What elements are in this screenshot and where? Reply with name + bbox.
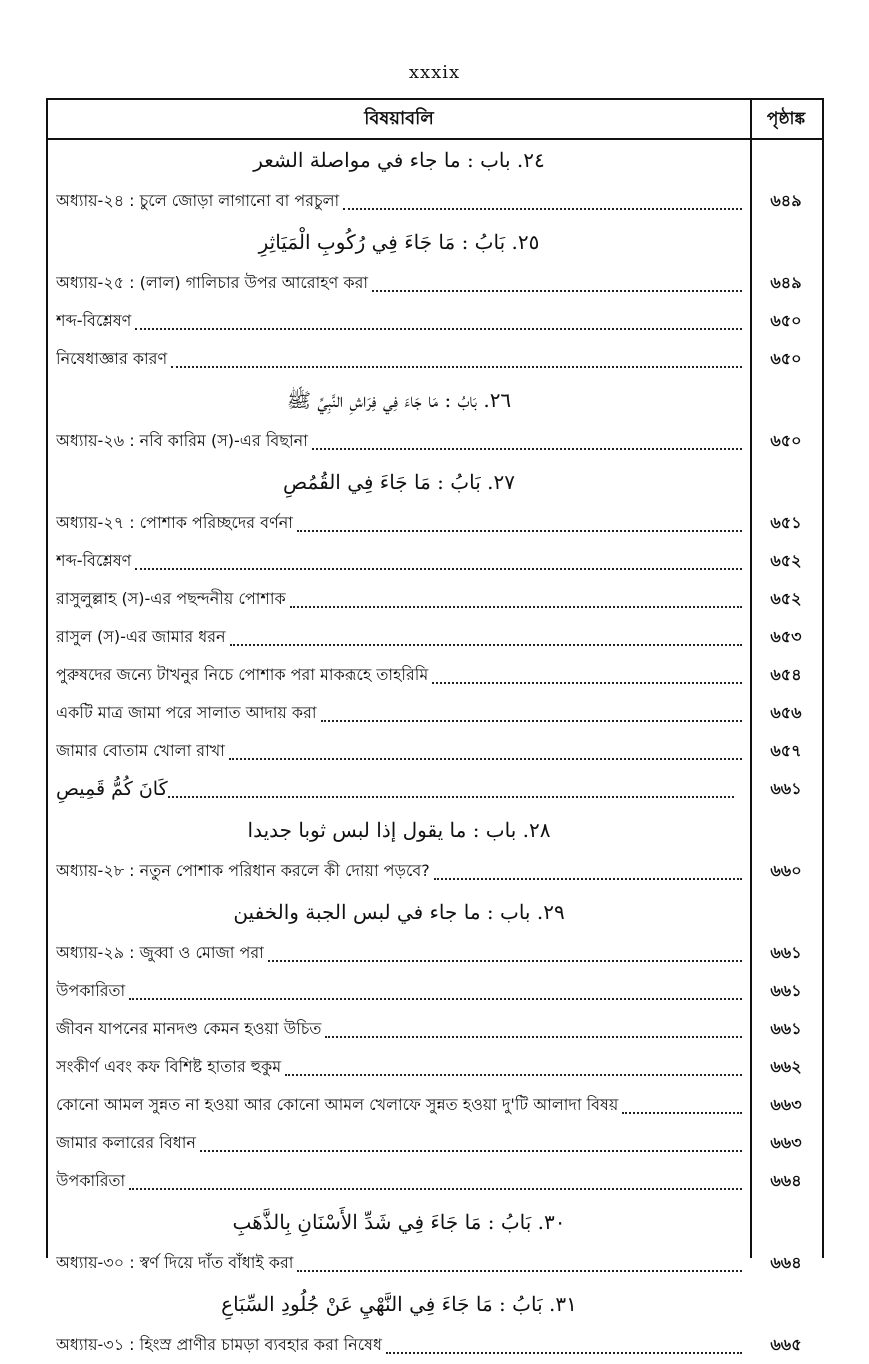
entry-page-number: ৬৬১: [770, 942, 802, 962]
toc-entry: [48, 264, 822, 302]
entry-topic: [56, 504, 742, 542]
entry-page-number: ৬৫৪: [770, 664, 802, 684]
chapter-heading: [48, 460, 822, 504]
dot-leader: [230, 643, 742, 646]
entry-page-number: ৬৪৯: [770, 190, 802, 210]
page-number: xxxix: [408, 62, 461, 83]
entry-topic: [56, 1048, 742, 1086]
entry-title: একটি মাত্র জামা পরে সালাত আদায় করা: [56, 702, 317, 722]
toc-entry: [48, 852, 822, 890]
entry-page-number: ৬৬১: [770, 1018, 802, 1038]
chapter-heading-arabic: ٣٠. بَابُ : مَا جَاءَ فِي شَدِّ الأَسْنَانِ بِالذَّهَبِ: [232, 1210, 566, 1234]
entry-page-number: ৬৬৫: [770, 1334, 802, 1354]
toc-rows: [48, 138, 822, 1354]
entry-title: শব্দ-বিশ্লেষণ: [56, 310, 132, 330]
chapter-heading: [48, 1282, 822, 1326]
entry-topic: [56, 852, 742, 890]
toc-entry: [48, 1086, 822, 1124]
chapter-heading: [48, 138, 822, 182]
chapter-heading-arabic: ٣١. بَابُ : مَا جَاءَ فِي النَّهْيِ عَنْ جُلُودِ السِّبَاعِ: [221, 1292, 577, 1316]
entry-title: উপকারিতা: [56, 1170, 126, 1190]
entry-page-number: ৬৪৯: [770, 272, 802, 292]
entry-page-number: ৬৫২: [770, 550, 802, 570]
chapter-heading-arabic: ٢٨. باب : ما يقول إذا لبس ثوبا جديدا: [247, 818, 551, 842]
dot-leader: [135, 567, 742, 570]
dot-leader: [432, 681, 742, 684]
entry-topic: [56, 1086, 742, 1124]
entry-title: অধ্যায়-২৫ : (লাল) গালিচার উপর আরোহণ করা: [56, 272, 369, 292]
dot-leader: [200, 1149, 742, 1152]
chapter-heading-arabic: ٢٦. بَابُ : مَا جَاءَ فِي فِرَاشِ النَّبِيِّ ﷺ: [286, 388, 512, 412]
entry-page-number: ৬৫০: [770, 430, 802, 450]
entry-page-number: ৬৬১: [770, 980, 802, 1000]
dot-leader: [321, 719, 742, 722]
entry-page-number: ৬৫২: [770, 588, 802, 608]
chapter-heading-arabic: ٢٩. باب : ما جاء في لبس الجبة والخفين: [233, 900, 565, 924]
entry-topic: [56, 542, 742, 580]
dot-leader: [343, 207, 742, 210]
toc-entry: [48, 1162, 822, 1200]
chapter-heading-arabic: ٢٧. بَابُ : مَا جَاءَ فِي القُمُصِ: [283, 470, 515, 494]
entry-title: উপকারিতা: [56, 980, 126, 1000]
toc-entry: [48, 1124, 822, 1162]
entry-title: অধ্যায়-২৮ : নতুন পোশাক পরিধান করলে কী দোয়া পড়বে?: [56, 860, 430, 880]
toc-entry: [48, 1326, 822, 1364]
entry-title: জীবন যাপনের মানদণ্ড কেমন হওয়া উচিত: [56, 1018, 322, 1038]
entry-page-number: ৬৫৬: [770, 702, 802, 722]
dot-leader: [268, 959, 742, 962]
entry-title: রাসুল (স)-এর জামার ধরন: [56, 626, 226, 646]
chapter-heading: [48, 808, 822, 852]
toc-entry: [48, 422, 822, 460]
dot-leader: [290, 605, 742, 608]
entry-topic: [56, 1162, 742, 1200]
header-topic: বিষয়াবলি: [364, 108, 434, 129]
entry-page-number: ৬৫১: [770, 512, 802, 532]
entry-page-number: ৬৬৩: [770, 1094, 802, 1114]
entry-topic: [56, 1244, 742, 1282]
toc-entry: [48, 1010, 822, 1048]
toc-header: [48, 100, 822, 140]
toc-entry: [48, 770, 822, 808]
entry-page-number: ৬৬৪: [770, 1170, 802, 1190]
entry-title: জামার কলারের বিধান: [56, 1132, 196, 1152]
entry-page-number: ৬৫৩: [770, 626, 802, 646]
entry-topic: [56, 264, 742, 302]
dot-leader: [297, 1269, 742, 1272]
entry-page-number: ৬৬৩: [770, 1132, 802, 1152]
entry-title: রাসুলুল্লাহ (স)-এর পছন্দনীয় পোশাক: [56, 588, 286, 608]
entry-topic: [56, 302, 742, 340]
dot-leader: [171, 365, 742, 368]
entry-title: অধ্যায়-৩০ : স্বর্ণ দিয়ে দাঁত বাঁধাই করা: [56, 1252, 294, 1272]
toc-entry: [48, 972, 822, 1010]
entry-topic: [56, 422, 742, 460]
toc-entry: [48, 580, 822, 618]
dot-leader: [434, 877, 742, 880]
entry-topic: [56, 656, 742, 694]
toc-entry: [48, 1244, 822, 1282]
entry-topic: [56, 934, 742, 972]
entry-title: জামার বোতাম খোলা রাখা: [56, 740, 225, 760]
dot-leader: [297, 529, 742, 532]
entry-topic: [56, 770, 742, 808]
dot-leader: [129, 1187, 742, 1190]
entry-page-number: ৬৬২: [770, 1056, 802, 1076]
entry-title: অধ্যায়-২৭ : পোশাক পরিচ্ছদের বর্ণনা: [56, 512, 293, 532]
dot-leader: [285, 1073, 742, 1076]
chapter-heading-arabic: ٢٥. بَابُ : مَا جَاءَ فِي رُكُوبِ الْمَيَاثِرِ: [258, 230, 540, 254]
entry-title: নিষেধাজ্ঞার কারণ: [56, 348, 168, 368]
toc-entry: [48, 340, 822, 378]
entry-title: অধ্যায়-২৪ : চুলে জোড়া লাগানো বা পরচুলা: [56, 190, 340, 210]
entry-page-number: ৬৫০: [770, 310, 802, 330]
entry-title: কোনো আমল সুন্নত না হওয়া আর কোনো আমল খেলাফে সুন্নত হওয়া দু'টি আলাদা বিষয়: [56, 1094, 619, 1114]
entry-topic: [56, 1010, 742, 1048]
entry-page-number: ৬৫৭: [770, 740, 802, 760]
dot-leader: [229, 757, 742, 760]
toc-entry: [48, 732, 822, 770]
toc-entry: [48, 182, 822, 220]
entry-page-number: ৬৬১: [770, 778, 802, 798]
entry-title: সংকীর্ণ এবং কফ বিশিষ্ট হাতার হুকুম: [56, 1056, 282, 1076]
dot-leader: [168, 795, 734, 798]
entry-title: অধ্যায়-৩১ : হিংস্র প্রাণীর চামড়া ব্যবহার করা নিষেধ: [56, 1334, 382, 1354]
chapter-heading-arabic: ٢٤. باب : ما جاء في مواصلة الشعر: [253, 148, 545, 172]
chapter-heading: [48, 220, 822, 264]
entry-page-number: ৬৫০: [770, 348, 802, 368]
table-of-contents: [46, 98, 824, 1354]
toc-entry: [48, 542, 822, 580]
entry-topic: [56, 340, 742, 378]
dot-leader: [325, 1035, 742, 1038]
entry-title: অধ্যায়-২৯ : জুব্বা ও মোজা পরা: [56, 942, 264, 962]
chapter-heading: [48, 378, 822, 422]
entry-topic: [56, 1124, 742, 1162]
entry-topic: [56, 618, 742, 656]
entry-topic: [56, 1326, 742, 1364]
toc-entry: [48, 1048, 822, 1086]
entry-page-number: ৬৬৪: [770, 1252, 802, 1272]
toc-entry: [48, 694, 822, 732]
entry-topic: [56, 972, 742, 1010]
entry-title: অধ্যায়-২৬ : নবি কারিম (স)-এর বিছানা: [56, 430, 308, 450]
dot-leader: [372, 289, 742, 292]
entry-title: শব্দ-বিশ্লেষণ: [56, 550, 132, 570]
toc-entry: [48, 504, 822, 542]
chapter-heading: [48, 1200, 822, 1244]
dot-leader: [129, 997, 742, 1000]
dot-leader: [386, 1351, 742, 1354]
entry-topic: [56, 580, 742, 618]
entry-title: كَانَ كُمُّ قَمِيصِ: [56, 778, 168, 800]
dot-leader: [312, 447, 742, 450]
entry-page-number: ৬৬০: [770, 860, 802, 880]
entry-title: পুরুষদের জন্যে টাখনুর নিচে পোশাক পরা মাকরূহে তাহরিমি: [56, 664, 429, 684]
entry-topic: [56, 182, 742, 220]
entry-topic: [56, 694, 742, 732]
toc-entry: [48, 656, 822, 694]
toc-entry: [48, 934, 822, 972]
toc-entry: [48, 302, 822, 340]
chapter-heading: [48, 890, 822, 934]
entry-topic: [56, 732, 742, 770]
toc-entry: [48, 618, 822, 656]
dot-leader: [622, 1111, 742, 1114]
header-page: পৃষ্ঠাঙ্ক: [766, 109, 806, 129]
dot-leader: [135, 327, 742, 330]
